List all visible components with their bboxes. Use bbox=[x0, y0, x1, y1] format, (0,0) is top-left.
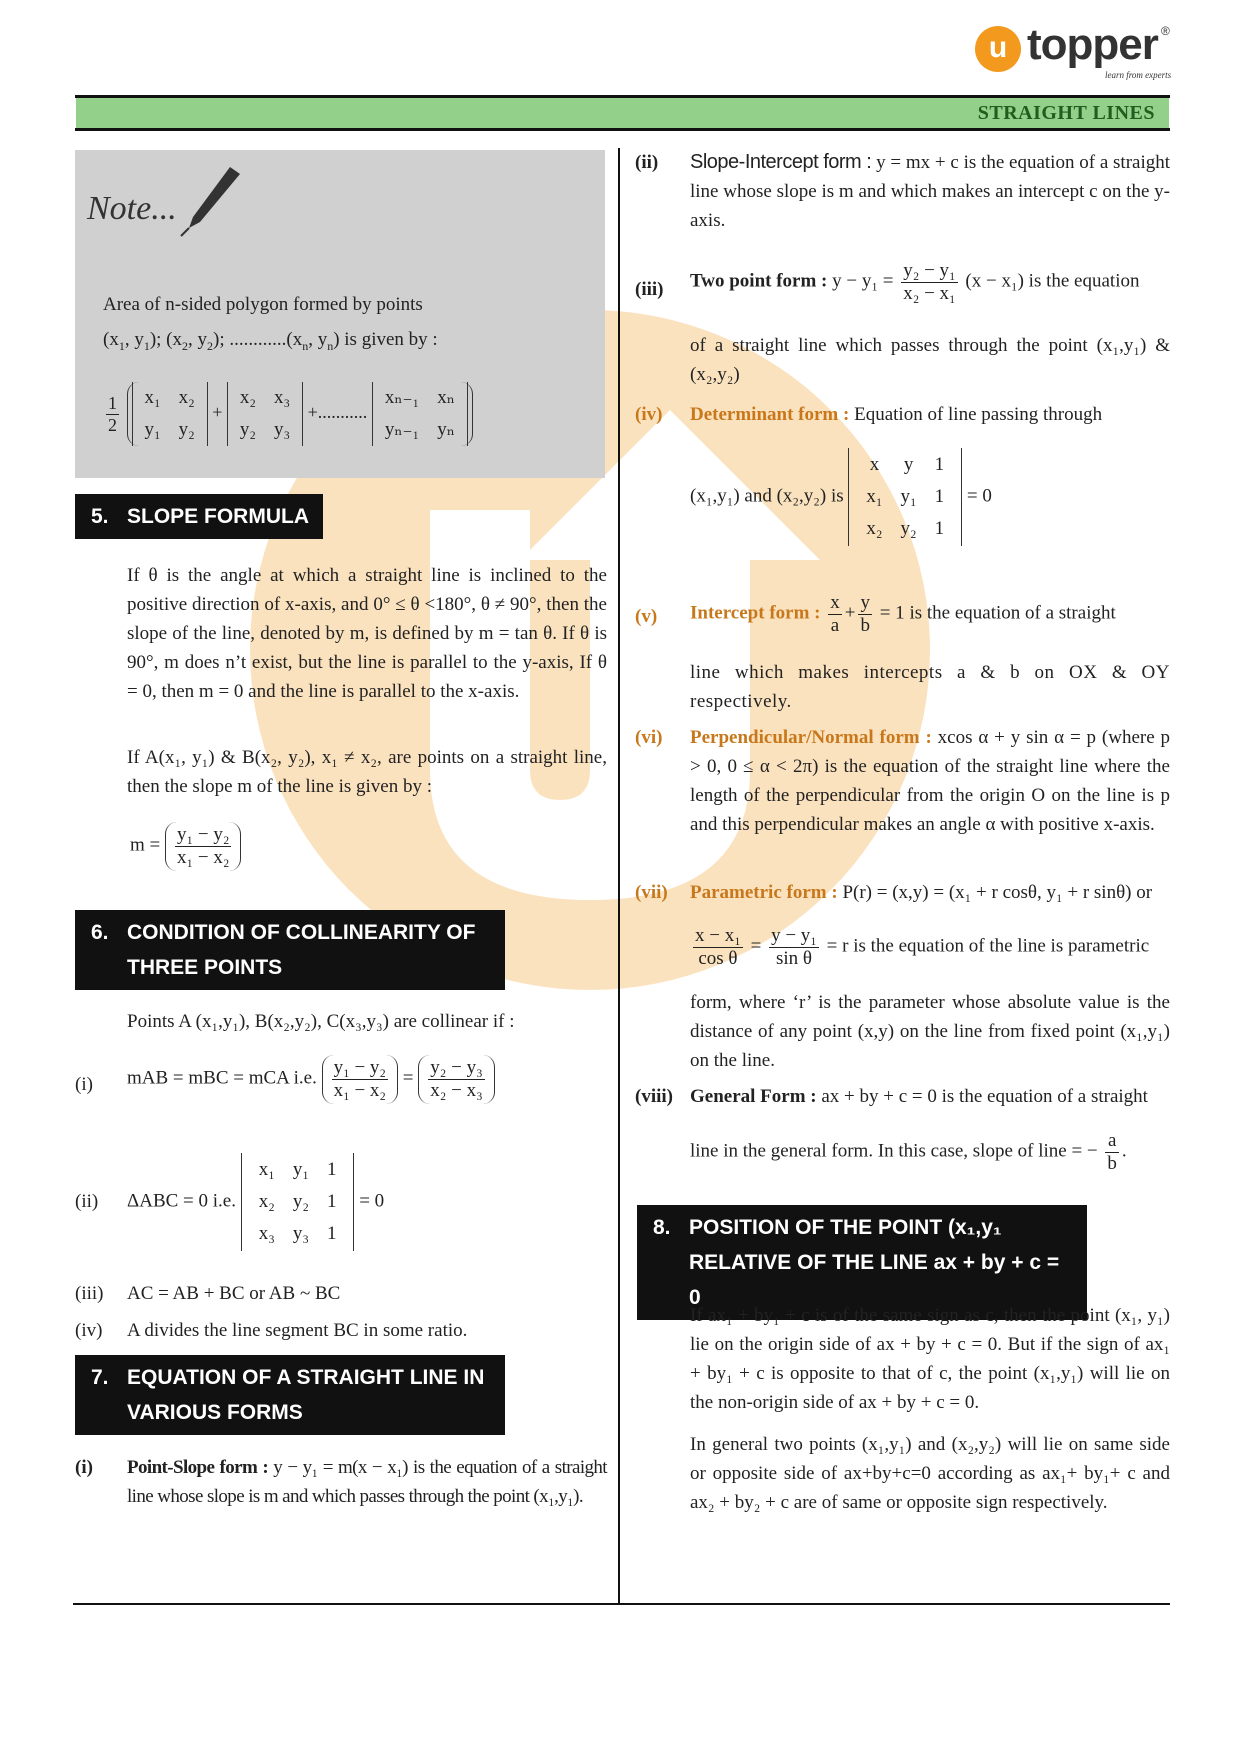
sec7-vii-text2: form, where ‘r’ is the parameter whose absolute value is the distance of any point (x,y) on the line from fixed point (x₁,y₁) on the line. bbox=[690, 992, 1170, 1071]
note-tail: is given by : bbox=[344, 329, 438, 350]
section-title: SLOPE FORMULA bbox=[127, 505, 309, 528]
sec7-i-label: (i) bbox=[75, 1457, 93, 1478]
sec7-iii-label: (iii) bbox=[635, 279, 664, 300]
slope-equality: mAB = mBC = mCA i.e. bbox=[127, 1067, 317, 1089]
d2-cell: x₂ bbox=[239, 387, 257, 408]
section-number: 5. bbox=[91, 505, 109, 528]
frac-den: a bbox=[828, 614, 842, 637]
det-cell: y₁ bbox=[292, 1159, 309, 1180]
d1-cell: x₁ bbox=[144, 387, 161, 408]
logo-u-icon: u bbox=[975, 26, 1021, 72]
det-cell: x₃ bbox=[258, 1223, 275, 1244]
sec5-paragraph-2: If A(x₁, y₁) & B(x₂, y₂), x₁ ≠ x₂, are points on a straight line, then the slope m of the line is given by : bbox=[127, 747, 607, 797]
det-cell: 1 bbox=[326, 1223, 337, 1244]
d1-cell: y₂ bbox=[178, 419, 195, 440]
det-cell: y₂ bbox=[292, 1191, 309, 1212]
det-cell: 1 bbox=[326, 1191, 337, 1212]
section-title-line1: EQUATION OF A STRAIGHT LINE IN bbox=[127, 1366, 485, 1389]
header-bottom-rule bbox=[75, 128, 1170, 131]
sec8-paragraph-2: In general two points (x₁,y₁) and (x₂,y₂) will lie on same side or opposite side of ax+by+c=0 according as ax₁+ by₁+ c and ax₂ + by₂ + c are of same or opposite sign respectively. bbox=[690, 1434, 1170, 1513]
sec7-i-text bbox=[127, 1453, 607, 1511]
note-line2: ($x_1$, $y_1$); ($x_2$, $y_2$); $............(x_n$, $y_n$) is given by : bbox=[103, 329, 438, 353]
frac-num: a bbox=[1107, 1130, 1117, 1151]
d1-cell: y₁ bbox=[144, 419, 161, 440]
period: . bbox=[1121, 1140, 1127, 1162]
det-cell: 1 bbox=[934, 518, 945, 539]
determinant-form-label: Determinant form : bbox=[690, 404, 850, 425]
section-number: 7. bbox=[91, 1366, 109, 1389]
section-5-header bbox=[75, 494, 323, 539]
det-cell: x bbox=[869, 454, 880, 475]
section-6-header bbox=[75, 910, 505, 990]
frac-num: y − y₁ bbox=[771, 925, 817, 946]
sec6-ii-label: (ii) bbox=[75, 1191, 99, 1212]
det-cell: y₁ bbox=[900, 486, 917, 507]
frac-num: x − x₁ bbox=[695, 925, 741, 946]
general-form-body: ax + by + c = 0 is the equation of a straight bbox=[821, 1086, 1148, 1107]
point-slope-label: Point-Slope form : bbox=[127, 1457, 269, 1478]
section-title-line1: POSITION OF THE POINT (x₁,y₁ bbox=[689, 1216, 1002, 1239]
det-cell: x₂ bbox=[866, 518, 883, 539]
column-divider bbox=[618, 148, 620, 1603]
general-form-slope-text: line in the general form. In this case, slope of line = − bbox=[690, 1140, 1098, 1162]
det-cell: x₁ bbox=[258, 1159, 275, 1180]
d1-cell: x₂ bbox=[178, 387, 195, 408]
normal-form-label: Perpendicular/Normal form : bbox=[690, 727, 932, 748]
sec7-viii-label: (viii) bbox=[635, 1086, 673, 1107]
det-cell: y bbox=[903, 454, 914, 475]
sec7-vii-label: (vii) bbox=[635, 882, 668, 903]
slope-m-label: m = bbox=[130, 834, 161, 856]
sec8-paragraph-1: If ax₁ + by₁ + c is of the same sign as c, then the point (x₁, y₁) lie on the origin side of ax + by + c = 0. But if the sign of ax₁ + by₁ + c is opposite to that of c, the point (x₁,y₁) will lie on the non-origin side of ax + by + c = 0. bbox=[690, 1305, 1170, 1413]
frac-den: x₂ − x₁ bbox=[903, 282, 956, 304]
intercept-rhs: = 1 bbox=[879, 602, 905, 624]
note-plus: + bbox=[212, 402, 223, 423]
d2-cell: x₃ bbox=[274, 387, 291, 408]
sec6-iii-label: (iii) bbox=[75, 1283, 104, 1304]
sec7-v-label: (v) bbox=[635, 606, 658, 627]
general-form-slope bbox=[690, 1130, 1170, 1175]
sec6-intro: Points A (x₁,y₁), B(x₂,y₂), C(x₃,y₃) are collinear if : bbox=[127, 1011, 515, 1032]
parametric-form-body: P(r) = (x,y) = (x₁ + r cosθ, y₁ + r sinθ) or bbox=[842, 882, 1153, 903]
note-dots: ............ bbox=[229, 329, 287, 350]
section-title-line2: RELATIVE OF THE LINE ax + by + c = 0 bbox=[689, 1251, 1060, 1309]
section-7-header bbox=[75, 1355, 505, 1435]
section-title-line2: THREE POINTS bbox=[127, 956, 283, 979]
frac-den: b bbox=[860, 614, 870, 636]
sec6-iv-label: (iv) bbox=[75, 1320, 103, 1341]
sec6-i-formula bbox=[127, 1055, 495, 1104]
triangle-area-text: ΔABC = 0 i.e. bbox=[127, 1190, 236, 1212]
slope-num: y₁ − y₂ bbox=[177, 824, 230, 845]
sec6-i-label: (i) bbox=[75, 1074, 93, 1095]
sec6-iv-text: A divides the line segment BC in some ratio. bbox=[127, 1320, 468, 1341]
frac-num: x bbox=[830, 592, 840, 613]
frac-num: y₁ − y₂ bbox=[333, 1057, 387, 1078]
equals-sign: = bbox=[750, 935, 762, 957]
topper-logo bbox=[975, 20, 1175, 90]
det-cell: 1 bbox=[934, 486, 945, 507]
note-box bbox=[75, 150, 605, 478]
point-slope-body: y − y₁ = m(x − x₁) is the equation of a straight line whose slope is m and which passes through the point (x₁,y₁). bbox=[127, 1457, 607, 1507]
sec7-iv-text bbox=[690, 400, 1170, 429]
intercept-form-label: Intercept form : bbox=[690, 602, 821, 624]
slope-formula bbox=[130, 822, 241, 871]
section-number: 8. bbox=[653, 1216, 671, 1239]
slope-intercept-body: y = mx + c is the equation of a straight line whose slope is m and which makes an intercept c on the y-axis. bbox=[690, 152, 1171, 231]
sec7-vi-label: (vi) bbox=[635, 727, 663, 748]
sec7-viii-text bbox=[690, 1082, 1170, 1111]
det-rhs: = 0 bbox=[966, 485, 992, 507]
footer-rule bbox=[73, 1603, 1170, 1605]
det-cell: y₂ bbox=[900, 518, 917, 539]
sec7-ii-text bbox=[690, 148, 1170, 235]
det-rhs: = 0 bbox=[359, 1190, 385, 1212]
d2-cell: y₃ bbox=[274, 419, 291, 440]
sec6-iii-text: AC = AB + BC or AB ~ BC bbox=[127, 1283, 341, 1304]
equals-sign: = bbox=[402, 1067, 414, 1089]
parametric-tail: = r is the equation of the line is parametric bbox=[826, 935, 1150, 957]
det-cell: x₂ bbox=[258, 1191, 275, 1212]
normal-form-body: xcos α + y sin α = p (where p > 0, 0 ≤ α < 2π) is the equation of the straight line where the length of the perpendicular from the origin O on the line is p and this perpendicular makes an angle α with positive x-axis. bbox=[690, 727, 1170, 835]
frac-den: b bbox=[1107, 1152, 1117, 1174]
dn-cell: xₙ bbox=[437, 387, 455, 408]
two-point-label: Two point form : bbox=[690, 270, 828, 292]
determinant-form-formula bbox=[690, 448, 992, 546]
frac-den: x₁ − x₂ bbox=[333, 1079, 387, 1101]
det-cell: 1 bbox=[326, 1159, 337, 1180]
note-plus-dots: +........... bbox=[307, 402, 368, 423]
section-title-line2: VARIOUS FORMS bbox=[127, 1401, 303, 1424]
frac-num: y bbox=[860, 592, 870, 613]
note-line1: Area of n-sided polygon formed by points bbox=[103, 294, 423, 315]
dn-cell: xₙ₋₁ bbox=[384, 387, 420, 408]
general-form-label: General Form : bbox=[690, 1086, 817, 1107]
intercept-form-formula bbox=[690, 592, 1116, 637]
det-cell: y₃ bbox=[292, 1223, 309, 1244]
chapter-title: STRAIGHT LINES bbox=[977, 102, 1155, 124]
chapter-band bbox=[76, 98, 1169, 128]
two-point-tail: (x − x₁) is the equation bbox=[965, 270, 1140, 292]
det-cell: x₁ bbox=[866, 486, 883, 507]
det-cell: 1 bbox=[934, 454, 945, 475]
slope-den: x₁ − x₂ bbox=[177, 846, 230, 868]
sec7-iii-text: of a straight line which passes through the point (x₁,y₁) & (x₂,y₂) bbox=[690, 335, 1170, 385]
dn-cell: yₙ₋₁ bbox=[384, 419, 420, 440]
pen-icon bbox=[175, 162, 245, 237]
half-den: 2 bbox=[108, 414, 117, 435]
parametric-formula bbox=[690, 925, 1170, 970]
frac-num: y₂ − y₃ bbox=[430, 1057, 483, 1078]
frac-den: sin θ bbox=[769, 947, 819, 970]
note-title: Note... bbox=[87, 190, 177, 227]
logo-tagline: learn from experts bbox=[1105, 70, 1172, 80]
two-point-formula bbox=[690, 260, 1170, 305]
two-point-lhs: y − y₁ = bbox=[832, 270, 894, 292]
note-area-formula bbox=[103, 382, 473, 446]
sec7-ii-label: (ii) bbox=[635, 152, 659, 173]
slope-intercept-label: Slope-Intercept form : bbox=[690, 151, 872, 173]
half-num: 1 bbox=[108, 392, 117, 413]
logo-wordmark: topper bbox=[1027, 20, 1158, 69]
dn-cell: yₙ bbox=[437, 419, 455, 440]
plus-sign: + bbox=[844, 602, 856, 624]
sec5-paragraph-1: If θ is the angle at which a straight line is inclined to the positive direction of x-axis, and 0° ≤ θ <180°, θ ≠ 90°, then the slope of the line, denoted by m, is defined by m = tan θ. If θ is 90°, m does n’t exist, but the line is parallel to the y-axis, If θ = 0, then m = 0 and the line is parallel to the x-axis. bbox=[127, 565, 607, 702]
determinant-pre: (x₁,y₁) and (x₂,y₂) is bbox=[690, 485, 844, 507]
sec7-vii-text bbox=[690, 878, 1170, 907]
parametric-form-label: Parametric form : bbox=[690, 882, 838, 903]
determinant-form-body: Equation of line passing through bbox=[854, 404, 1103, 425]
frac-den: cos θ bbox=[693, 947, 743, 970]
sec7-v-text: line which makes intercepts a & b on OX & OY respectively. bbox=[690, 662, 1170, 712]
sec7-vi-text bbox=[690, 723, 1170, 839]
intercept-tail: is the equation of a straight bbox=[909, 602, 1116, 624]
sec7-iv-label: (iv) bbox=[635, 404, 663, 425]
frac-den: x₂ − x₃ bbox=[430, 1079, 483, 1101]
sec6-ii-formula bbox=[127, 1153, 384, 1251]
frac-num: y₂ − y₁ bbox=[903, 260, 956, 281]
logo-registered-mark: ® bbox=[1161, 24, 1170, 38]
section-title-line1: CONDITION OF COLLINEARITY OF bbox=[127, 921, 476, 944]
section-number: 6. bbox=[91, 921, 109, 944]
d2-cell: y₂ bbox=[239, 419, 257, 440]
